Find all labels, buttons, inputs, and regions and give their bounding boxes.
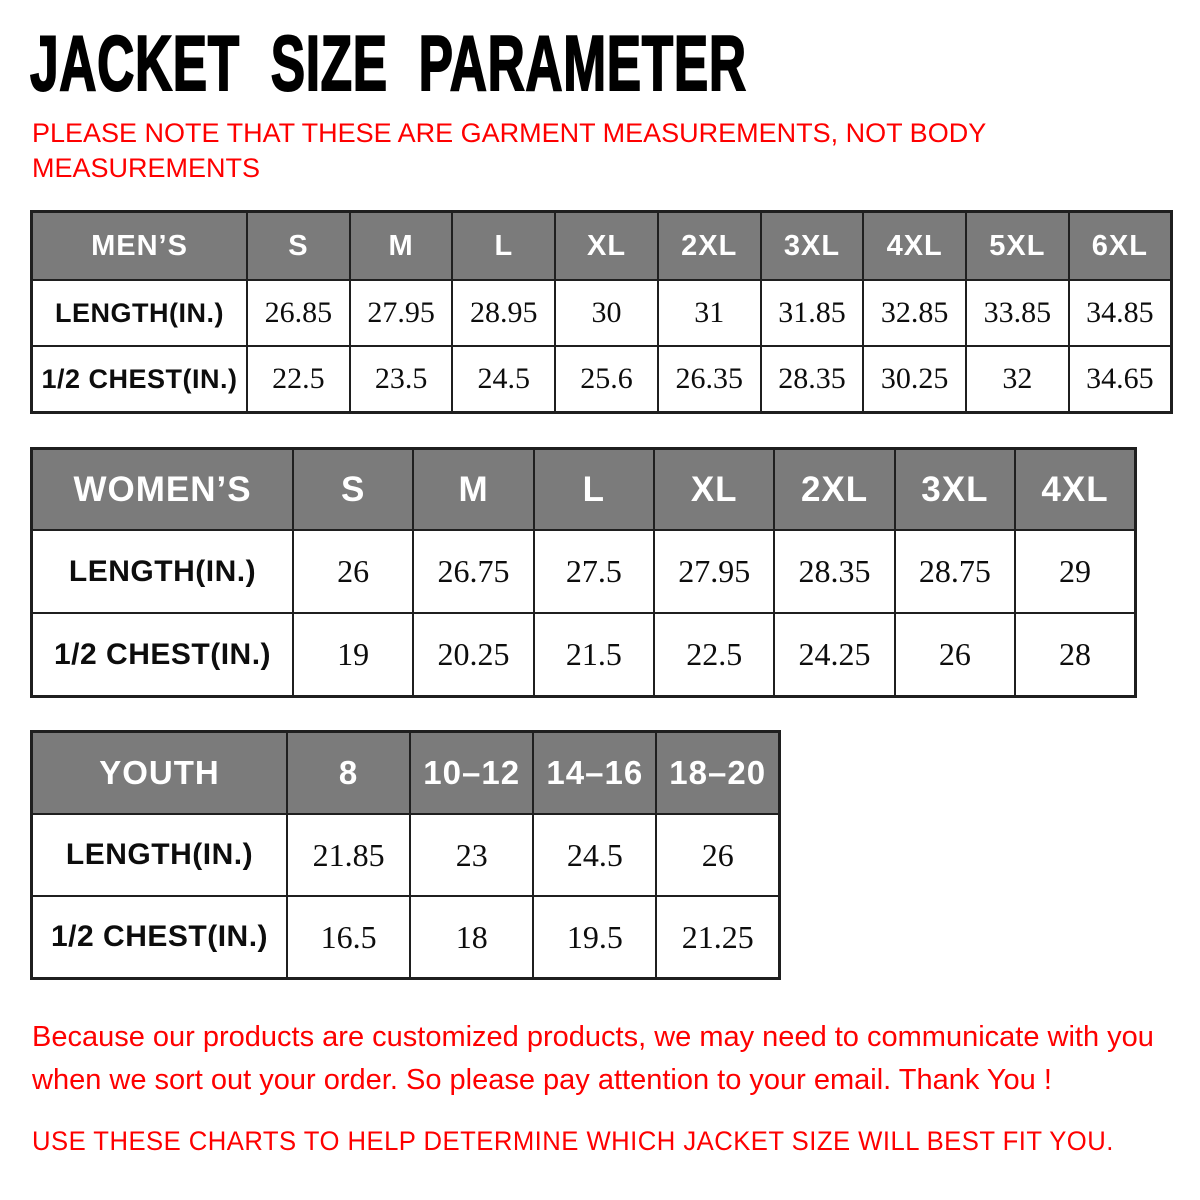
measurement-value-cell: 21.5 <box>534 613 654 697</box>
mens-measurement-row <box>32 280 1172 346</box>
row-label-cell: LENGTH(IN.) <box>32 814 288 896</box>
measurement-value-cell: 31 <box>658 280 761 346</box>
row-label-cell: 1/2 CHEST(IN.) <box>32 896 288 979</box>
mens-size-header-cell: 3XL <box>761 212 864 281</box>
youth-size-header-cell: 18–20 <box>656 732 779 815</box>
garment-note-line2: MEASUREMENTS <box>32 153 261 183</box>
measurement-value-cell: 22.5 <box>247 346 350 413</box>
measurement-value-cell: 32.85 <box>863 280 966 346</box>
measurement-value-cell: 28.35 <box>761 346 864 413</box>
row-label-cell: LENGTH(IN.) <box>32 280 248 346</box>
mens-size-header-cell: 5XL <box>966 212 1069 281</box>
customization-notice <box>32 1016 1174 1102</box>
measurement-value-cell: 34.65 <box>1069 346 1172 413</box>
mens-size-header-cell: 2XL <box>658 212 761 281</box>
chart-usage-note: USE THESE CHARTS TO HELP DETERMINE WHICH JACKET SIZE WILL BEST FIT YOU. <box>32 1126 1114 1156</box>
row-label-cell: 1/2 CHEST(IN.) <box>32 613 294 697</box>
row-label-cell: LENGTH(IN.) <box>32 530 294 613</box>
measurement-value-cell: 26 <box>293 530 413 613</box>
measurement-value-cell: 31.85 <box>761 280 864 346</box>
customization-notice-line1: Because our products are customized products, we may need to communicate with you <box>32 1021 1154 1053</box>
measurement-value-cell: 28.75 <box>895 530 1015 613</box>
youth-size-header-cell: 8 <box>287 732 410 815</box>
measurement-value-cell: 34.85 <box>1069 280 1172 346</box>
youth-size-table <box>30 730 781 980</box>
youth-measurement-row <box>32 814 780 896</box>
measurement-value-cell: 23 <box>410 814 533 896</box>
womens-header-label: WOMEN’S <box>32 449 294 531</box>
womens-size-table <box>30 447 1137 698</box>
mens-size-table <box>30 210 1173 414</box>
measurement-value-cell: 19 <box>293 613 413 697</box>
measurement-value-cell: 28.95 <box>452 280 555 346</box>
measurement-value-cell: 21.85 <box>287 814 410 896</box>
size-chart-body <box>0 19 1200 1200</box>
measurement-value-cell: 29 <box>1015 530 1135 613</box>
measurement-value-cell: 25.6 <box>555 346 658 413</box>
mens-header-label: MEN’S <box>32 212 248 281</box>
youth-size-header-cell: 14–16 <box>533 732 656 815</box>
womens-size-header-cell: M <box>413 449 533 531</box>
measurement-value-cell: 30 <box>555 280 658 346</box>
measurement-value-cell: 21.25 <box>656 896 779 979</box>
mens-size-header-cell: L <box>452 212 555 281</box>
measurement-value-cell: 28 <box>1015 613 1135 697</box>
measurement-value-cell: 28.35 <box>774 530 894 613</box>
youth-header-label: YOUTH <box>32 732 288 815</box>
womens-size-header-cell: 3XL <box>895 449 1015 531</box>
measurement-value-cell: 24.5 <box>533 814 656 896</box>
garment-measurement-note <box>32 116 1174 186</box>
measurement-value-cell: 30.25 <box>863 346 966 413</box>
garment-note-line1: PLEASE NOTE THAT THESE ARE GARMENT MEASUREMENTS, NOT BODY <box>32 118 987 148</box>
womens-measurement-row <box>32 530 1136 613</box>
page-title: JACKET SIZE PARAMETER <box>30 19 747 107</box>
measurement-value-cell: 26 <box>895 613 1015 697</box>
youth-size-header-cell: 10–12 <box>410 732 533 815</box>
womens-size-header-cell: 2XL <box>774 449 894 531</box>
measurement-value-cell: 26 <box>656 814 779 896</box>
womens-size-header-cell: L <box>534 449 654 531</box>
measurement-value-cell: 22.5 <box>654 613 774 697</box>
mens-size-header-cell: 4XL <box>863 212 966 281</box>
measurement-value-cell: 18 <box>410 896 533 979</box>
youth-header-row <box>32 732 780 815</box>
measurement-value-cell: 19.5 <box>533 896 656 979</box>
measurement-value-cell: 33.85 <box>966 280 1069 346</box>
mens-header-row <box>32 212 1172 281</box>
measurement-value-cell: 24.5 <box>452 346 555 413</box>
measurement-value-cell: 16.5 <box>287 896 410 979</box>
mens-size-header-cell: M <box>350 212 453 281</box>
measurement-value-cell: 27.5 <box>534 530 654 613</box>
customization-notice-line2: when we sort out your order. So please pay attention to your email. Thank You ! <box>32 1064 1052 1096</box>
womens-size-header-cell: 4XL <box>1015 449 1135 531</box>
mens-size-header-cell: 6XL <box>1069 212 1172 281</box>
mens-size-header-cell: XL <box>555 212 658 281</box>
measurement-value-cell: 26.75 <box>413 530 533 613</box>
mens-size-header-cell: S <box>247 212 350 281</box>
measurement-value-cell: 32 <box>966 346 1069 413</box>
womens-measurement-row <box>32 613 1136 697</box>
row-label-cell: 1/2 CHEST(IN.) <box>32 346 248 413</box>
size-chart-page <box>0 19 1200 1157</box>
youth-measurement-row <box>32 896 780 979</box>
womens-header-row <box>32 449 1136 531</box>
measurement-value-cell: 27.95 <box>654 530 774 613</box>
measurement-value-cell: 20.25 <box>413 613 533 697</box>
mens-measurement-row <box>32 346 1172 413</box>
womens-size-header-cell: S <box>293 449 413 531</box>
measurement-value-cell: 24.25 <box>774 613 894 697</box>
measurement-value-cell: 26.35 <box>658 346 761 413</box>
measurement-value-cell: 23.5 <box>350 346 453 413</box>
measurement-value-cell: 26.85 <box>247 280 350 346</box>
womens-size-header-cell: XL <box>654 449 774 531</box>
measurement-value-cell: 27.95 <box>350 280 453 346</box>
